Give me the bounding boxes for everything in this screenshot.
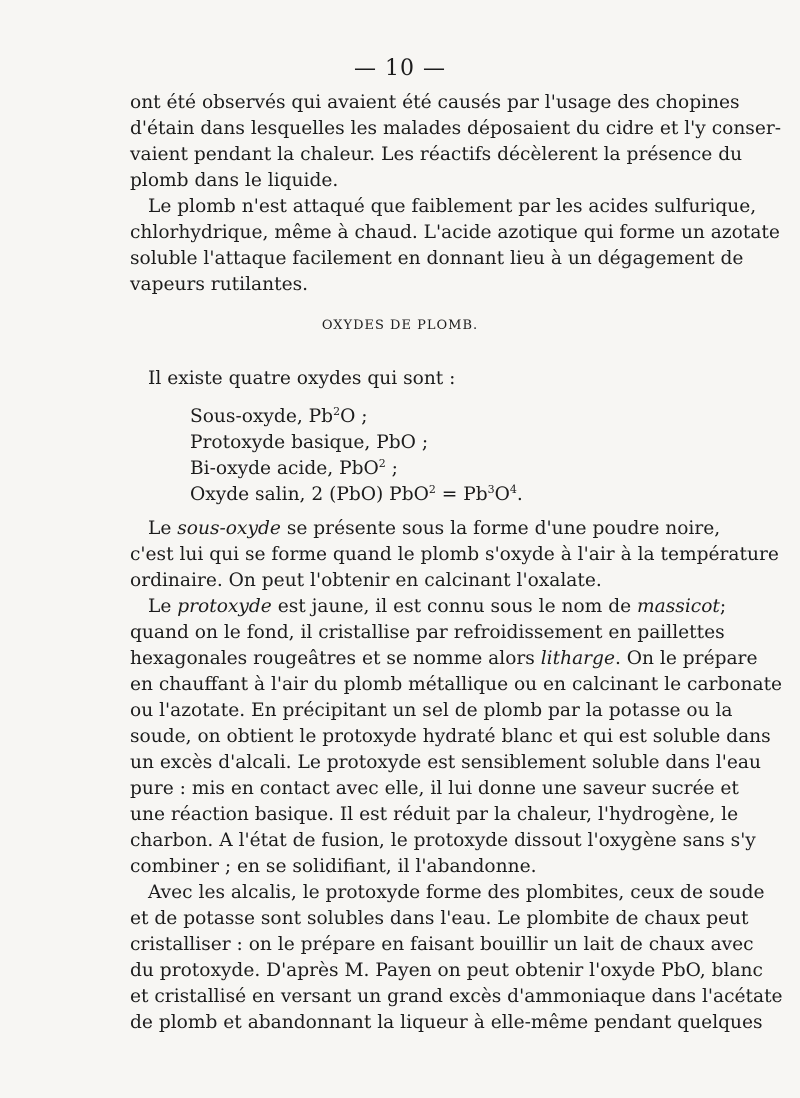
text-line: soluble l'attaque facilement en donnant lieu à un dégagement de bbox=[130, 248, 744, 269]
text-line: Le sous-oxyde se présente sous la forme d'une poudre noire, bbox=[148, 518, 721, 539]
text-line: et de potasse sont solubles dans l'eau. Le plombite de chaux peut bbox=[130, 908, 749, 929]
text-line: soude, on obtient le protoxyde hydraté blanc et qui est soluble dans bbox=[130, 726, 771, 747]
text-line: ou l'azotate. En précipitant un sel de plomb par la potasse ou la bbox=[130, 700, 733, 721]
oxide-list-item: Bi-oxyde acide, PbO$^2$ ; bbox=[190, 456, 398, 479]
text-line: ordinaire. On peut l'obtenir en calcinant l'oxalate. bbox=[130, 570, 602, 591]
section-heading: OXYDES DE PLOMB. bbox=[321, 318, 479, 333]
text-line: Avec les alcalis, le protoxyde forme des plombites, ceux de soude bbox=[148, 882, 765, 903]
text-line: hexagonales rougeâtres et se nomme alors litharge. On le prépare bbox=[130, 648, 758, 669]
text-line: ont été observés qui avaient été causés par l'usage des chopines bbox=[130, 92, 740, 113]
text-line: du protoxyde. D'après M. Payen on peut obtenir l'oxyde PbO, blanc bbox=[130, 960, 763, 981]
text-line: vapeurs rutilantes. bbox=[130, 274, 309, 295]
text-line: de plomb et abandonnant la liqueur à elle-même pendant quelques bbox=[130, 1012, 763, 1033]
oxide-list-item: Oxyde salin, 2 (PbO) $PbO^2 = Pb^3O^4$. bbox=[190, 482, 523, 505]
text-line: Le protoxyde est jaune, il est connu sous le nom de massicot; bbox=[148, 596, 727, 617]
text-line: chlorhydrique, même à chaud. L'acide azotique qui forme un azotate bbox=[130, 222, 780, 243]
text-line: un excès d'alcali. Le protoxyde est sensiblement soluble dans l'eau bbox=[130, 752, 761, 773]
text-line: combiner ; en se solidifiant, il l'abandonne. bbox=[130, 856, 537, 877]
text-line: vaient pendant la chaleur. Les réactifs décèlerent la présence du bbox=[130, 144, 743, 165]
text-line: et cristallisé en versant un grand excès d'ammoniaque dans l'acétate bbox=[130, 986, 783, 1007]
text-line: d'étain dans lesquelles les malades déposaient du cidre et l'y conser- bbox=[130, 118, 782, 139]
oxide-list-item: Protoxyde basique, PbO ; bbox=[190, 432, 429, 453]
text-line: Le plomb n'est attaqué que faiblement par les acides sulfurique, bbox=[148, 196, 757, 217]
text-line: cristalliser : on le prépare en faisant bouillir un lait de chaux avec bbox=[130, 934, 754, 955]
text-line: en chauffant à l'air du plomb métallique ou en calcinant le carbonate bbox=[130, 674, 783, 695]
text-line: c'est lui qui se forme quand le plomb s'oxyde à l'air à la température bbox=[130, 544, 779, 565]
oxide-list-item: Sous-oxyde, Pb$^2$O ; bbox=[190, 404, 368, 427]
page-number: — 10 — bbox=[354, 56, 446, 81]
text-line: Il existe quatre oxydes qui sont : bbox=[148, 368, 456, 389]
text-line: plomb dans le liquide. bbox=[130, 170, 339, 191]
text-line: charbon. A l'état de fusion, le protoxyde dissout l'oxygène sans s'y bbox=[130, 830, 756, 851]
text-line: quand on le fond, il cristallise par refroidissement en paillettes bbox=[130, 622, 725, 643]
text-line: pure : mis en contact avec elle, il lui donne une saveur sucrée et bbox=[130, 778, 739, 799]
text-line: une réaction basique. Il est réduit par la chaleur, l'hydrogène, le bbox=[130, 804, 739, 825]
